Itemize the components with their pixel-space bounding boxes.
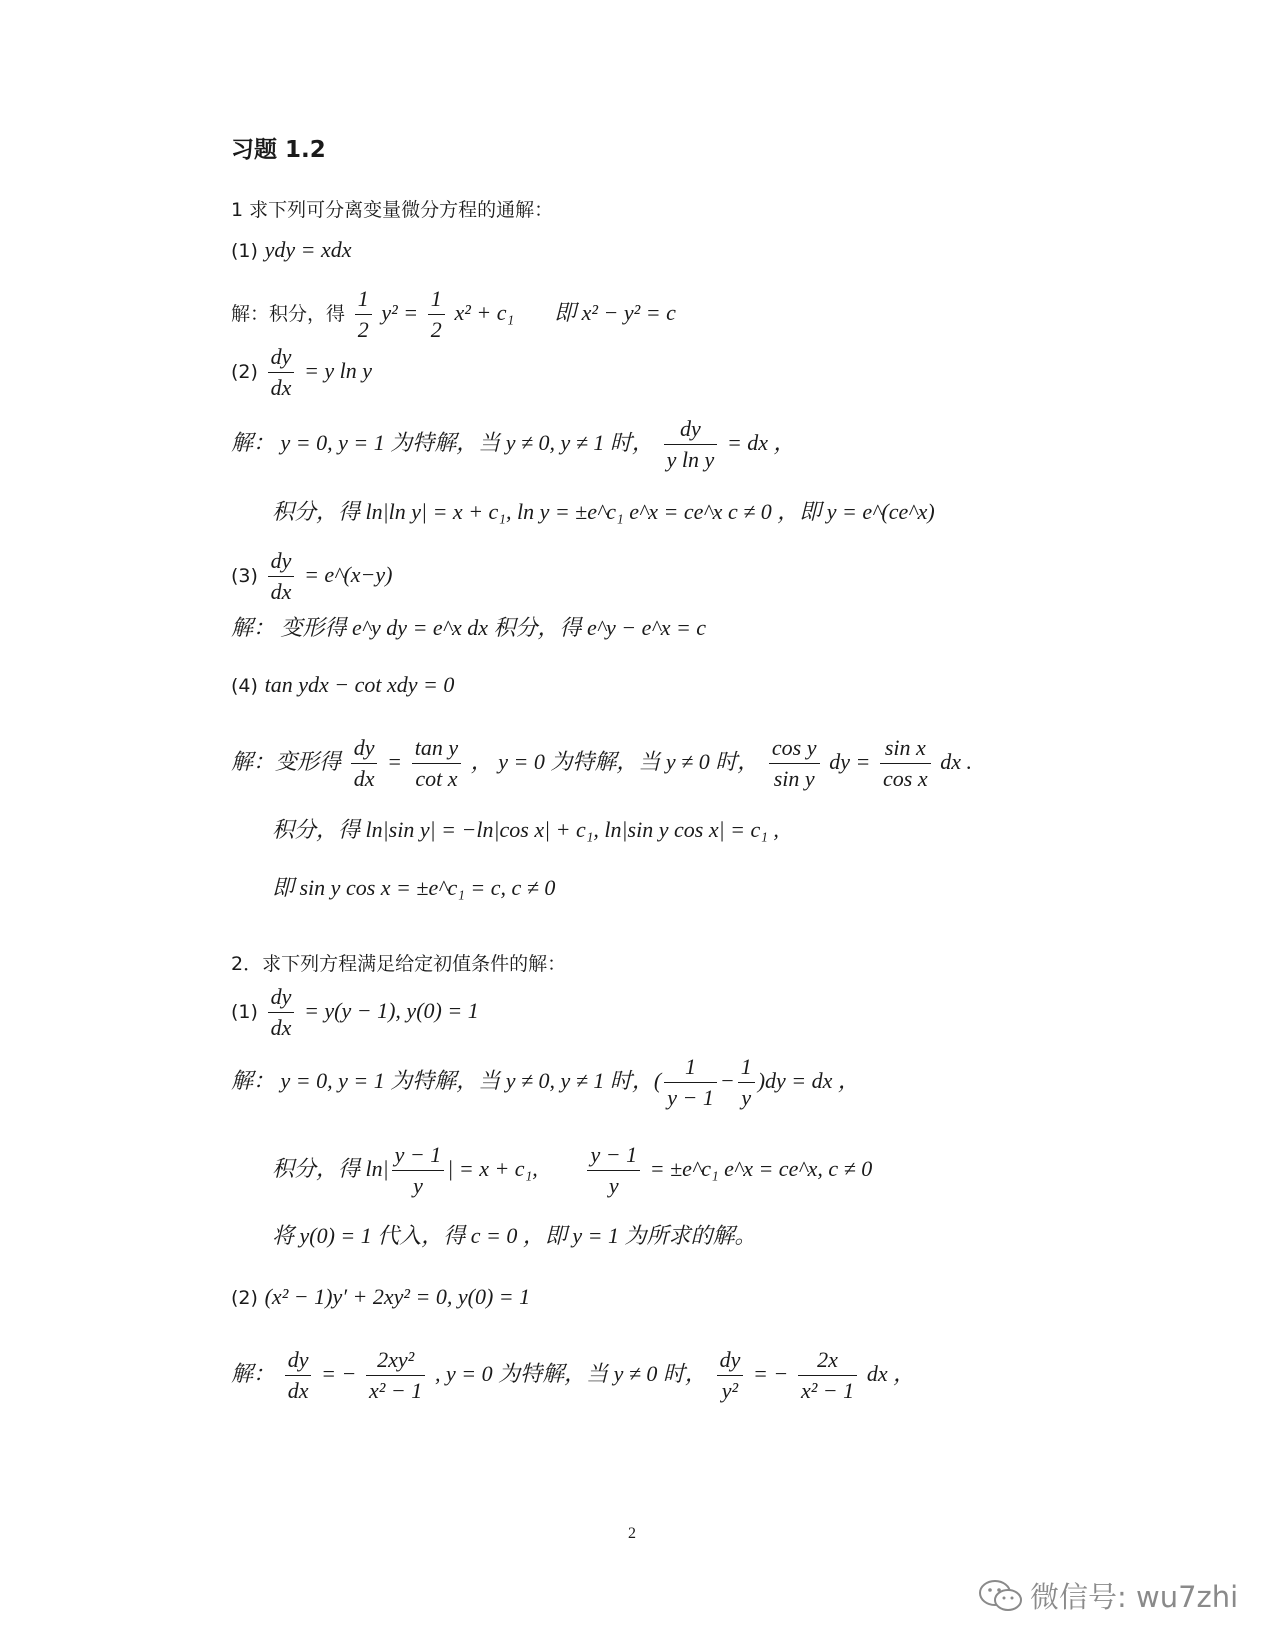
problem-1-header: 1 求下列可分离变量微分方程的通解： [231,199,554,221]
p1-2-equation: (2) $\frac{dy}{dx}$ = y ln y [231,344,373,400]
page-number: 2 [628,1525,636,1542]
p1-3-solution: 解： 变形得 e^y dy = e^x dx 积分，得 e^y − e^x = c [231,615,707,640]
p2-2-solution: 解： $\frac{dy}{dx}$ = − $\frac{\text{2xy²}}{\text{x² − 1}}$ , y = 0 为特解，当 y ≠ 0 时， $\frac{dy}{\text{y²}}$ = − $\frac{2x}{\text{x² − 1}}$ dx ， [231,1347,916,1403]
watermark-text: 微信号: wu7zhi [1030,1580,1239,1614]
p1-4-solution-line1: 解：变形得 $\frac{dy}{dx}$ = $\frac{\text{tan y}}{\text{cot x}}$ ， y = 0 为特解，当 y ≠ 0 时， $\frac{\text{cos y}}{\text{sin y}}$ dy = $\frac{\text{sin x}}{\text{cos x}}$ dx . [231,735,973,791]
p2-1-solution-line1: 解： y = 0, y = 1 为特解，当 y ≠ 0, y ≠ 1 时，( $\frac{1}{y - 1}$ − $\frac{1}{y}$ )dy = dx ， [231,1054,860,1110]
p1-4-solution-line2: 积分，得 ln|sin y| = −ln|cos x| + c₁, ln|sin y cos x| = c₁ , [272,817,779,842]
p1-4-equation: (4) tan ydx − cot xdy = 0 [231,672,455,697]
p1-2-solution-line2: 积分，得 ln|ln y| = x + c₁, ln y = ±e^c₁ e^x = ce^x c ≠ 0 ，即 y = e^(ce^x) [272,499,935,524]
watermark [978,1575,1238,1621]
p2-1-solution-line2: 积分，得 ln| $\frac{y - 1}{y}$ | = x + c₁, $\frac{y - 1}{y}$ = ±e^c₁ e^x = ce^x, c ≠ 0 [272,1142,873,1198]
p1-3-equation: (3) $\frac{dy}{dx}$ = e^(x−y) [231,548,393,604]
p1-2-solution-line1: 解： y = 0, y = 1 为特解，当 y ≠ 0, y ≠ 1 时， $\frac{dy}{\text{y ln y}}$ = dx ， [231,416,796,472]
p2-1-equation: (1) $\frac{dy}{dx}$ = y(y − 1), y(0) = 1 [231,984,479,1040]
p2-2-equation: (2) (x² − 1)y′ + 2xy² = 0, y(0) = 1 [231,1284,531,1309]
problem-2-header: 2．求下列方程满足给定初值条件的解： [231,953,567,975]
wechat-icon [978,1578,1024,1621]
p1-1-solution: 解：积分，得 $\frac{1}{2}$ y² = $\frac{1}{2}$ x² + c₁ 即 x² − y² = c [231,286,676,342]
section-title: 习题 1.2 [231,137,326,163]
p1-1-equation: (1) ydy = xdx [231,237,352,262]
p2-1-solution-line3: 将 y(0) = 1 代入，得 c = 0 ，即 y = 1 为所求的解。 [272,1223,757,1248]
p1-4-solution-line3: 即 sin y cos x = ±e^c₁ = c, c ≠ 0 [272,875,556,900]
